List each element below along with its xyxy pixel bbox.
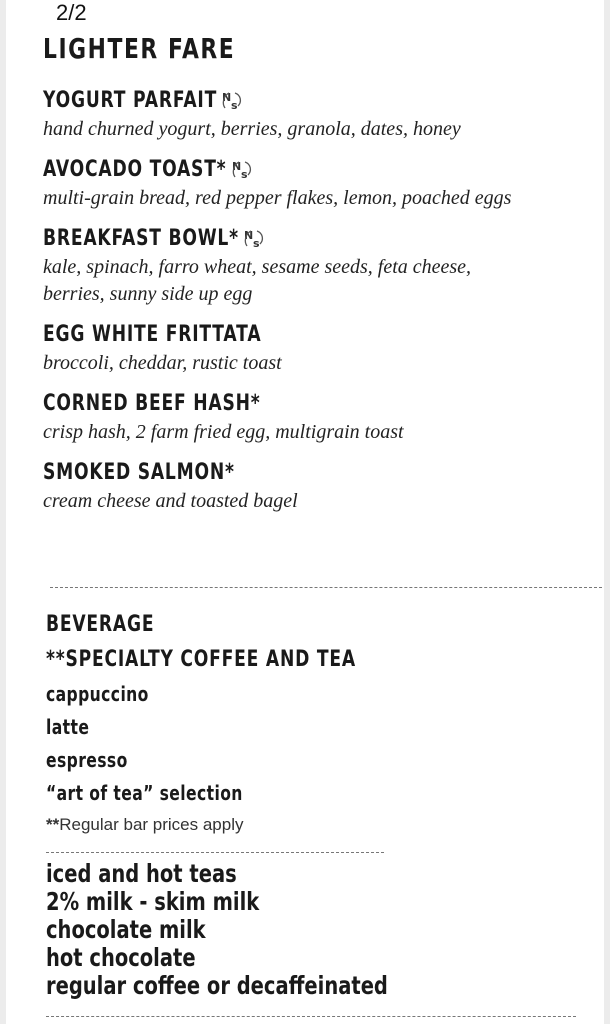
menu-item-name bbox=[43, 224, 603, 254]
beverage-item bbox=[46, 711, 586, 744]
extra-beverage-text: 2% milk - skim milk bbox=[46, 887, 260, 916]
ns-icon bbox=[231, 159, 253, 181]
beverage-item-text: cappuccino bbox=[46, 682, 149, 706]
menu-item-name bbox=[43, 86, 603, 116]
menu-items bbox=[43, 86, 603, 527]
menu-item-description: kale, spinach, farro wheat, sesame seeds, feta cheese, bbox=[43, 256, 472, 278]
extra-beverage-item bbox=[46, 916, 586, 944]
menu-item bbox=[43, 320, 603, 377]
page-number: 2/2 bbox=[56, 0, 87, 25]
menu-item bbox=[43, 224, 603, 308]
menu-item-name-text: YOGURT PARFAIT bbox=[43, 88, 218, 113]
beverage-title bbox=[46, 608, 586, 642]
extra-beverage-item bbox=[46, 972, 586, 1000]
beverage-note bbox=[46, 810, 586, 840]
beverage-list bbox=[46, 678, 586, 810]
svg-text:s: s bbox=[231, 99, 239, 112]
menu-item-description: cream cheese and toasted bagel bbox=[43, 490, 298, 512]
menu-item-name bbox=[43, 389, 603, 419]
menu-page bbox=[6, 0, 604, 1024]
divider bbox=[46, 852, 384, 853]
extra-beverage-text: hot chocolate bbox=[46, 943, 196, 972]
extra-beverage-item bbox=[46, 944, 586, 972]
menu-item-name bbox=[43, 458, 603, 488]
extra-beverage-text: regular coffee or decaffeinated bbox=[46, 971, 388, 1000]
menu-item bbox=[43, 86, 603, 143]
menu-item-description: broccoli, cheddar, rustic toast bbox=[43, 352, 282, 374]
extra-beverage-item bbox=[46, 860, 586, 888]
menu-item-description: berries, sunny side up egg bbox=[43, 283, 253, 305]
extra-beverage-text: iced and hot teas bbox=[46, 859, 237, 888]
beverage-item-text: espresso bbox=[46, 748, 128, 772]
beverage-section bbox=[46, 608, 586, 840]
menu-item bbox=[43, 389, 603, 446]
menu-item-name bbox=[43, 155, 603, 185]
menu-item-description: multi-grain bread, red pepper flakes, lemon, poached eggs bbox=[43, 187, 512, 209]
menu-item bbox=[43, 155, 603, 212]
svg-text:s: s bbox=[252, 237, 261, 250]
menu-item-name bbox=[43, 320, 603, 350]
section-title bbox=[43, 32, 289, 65]
ns-icon bbox=[243, 228, 265, 250]
menu-item-name-text: AVOCADO TOAST* bbox=[43, 157, 227, 182]
beverage-item-text: “art of tea” selection bbox=[46, 781, 243, 805]
divider bbox=[46, 1016, 576, 1017]
ns-icon bbox=[221, 90, 243, 112]
svg-text:s: s bbox=[240, 168, 249, 181]
menu-item-name-text: BREAKFAST BOWL* bbox=[43, 226, 239, 251]
menu-item-description: crisp hash, 2 farm fried egg, multigrain toast bbox=[43, 421, 404, 443]
menu-item-description: hand churned yogurt, berries, granola, dates, honey bbox=[43, 118, 461, 140]
section-title-text: LIGHTER FARE bbox=[43, 32, 236, 65]
beverage-item bbox=[46, 678, 586, 711]
beverage-title-text: BEVERAGE bbox=[46, 612, 155, 637]
svg-text:N: N bbox=[222, 91, 233, 104]
menu-item bbox=[43, 458, 603, 515]
extra-beverage-text: chocolate milk bbox=[46, 915, 206, 944]
beverage-item-text: latte bbox=[46, 715, 90, 739]
note-text: Regular bar prices apply bbox=[59, 815, 244, 834]
divider bbox=[50, 587, 602, 588]
extras-list bbox=[46, 860, 586, 1000]
menu-item-name-text: EGG WHITE FRITTATA bbox=[43, 322, 262, 347]
beverage-subtitle bbox=[46, 642, 586, 678]
svg-text:N: N bbox=[231, 160, 243, 173]
beverage-subtitle-text: **SPECIALTY COFFEE AND TEA bbox=[46, 647, 356, 672]
beverage-item bbox=[46, 777, 586, 810]
svg-text:N: N bbox=[243, 229, 254, 242]
beverage-item bbox=[46, 744, 586, 777]
menu-item-name-text: SMOKED SALMON* bbox=[43, 460, 235, 485]
note-prefix: ** bbox=[46, 815, 60, 834]
extra-beverage-item bbox=[46, 888, 586, 916]
menu-item-name-text: CORNED BEEF HASH* bbox=[43, 391, 261, 416]
